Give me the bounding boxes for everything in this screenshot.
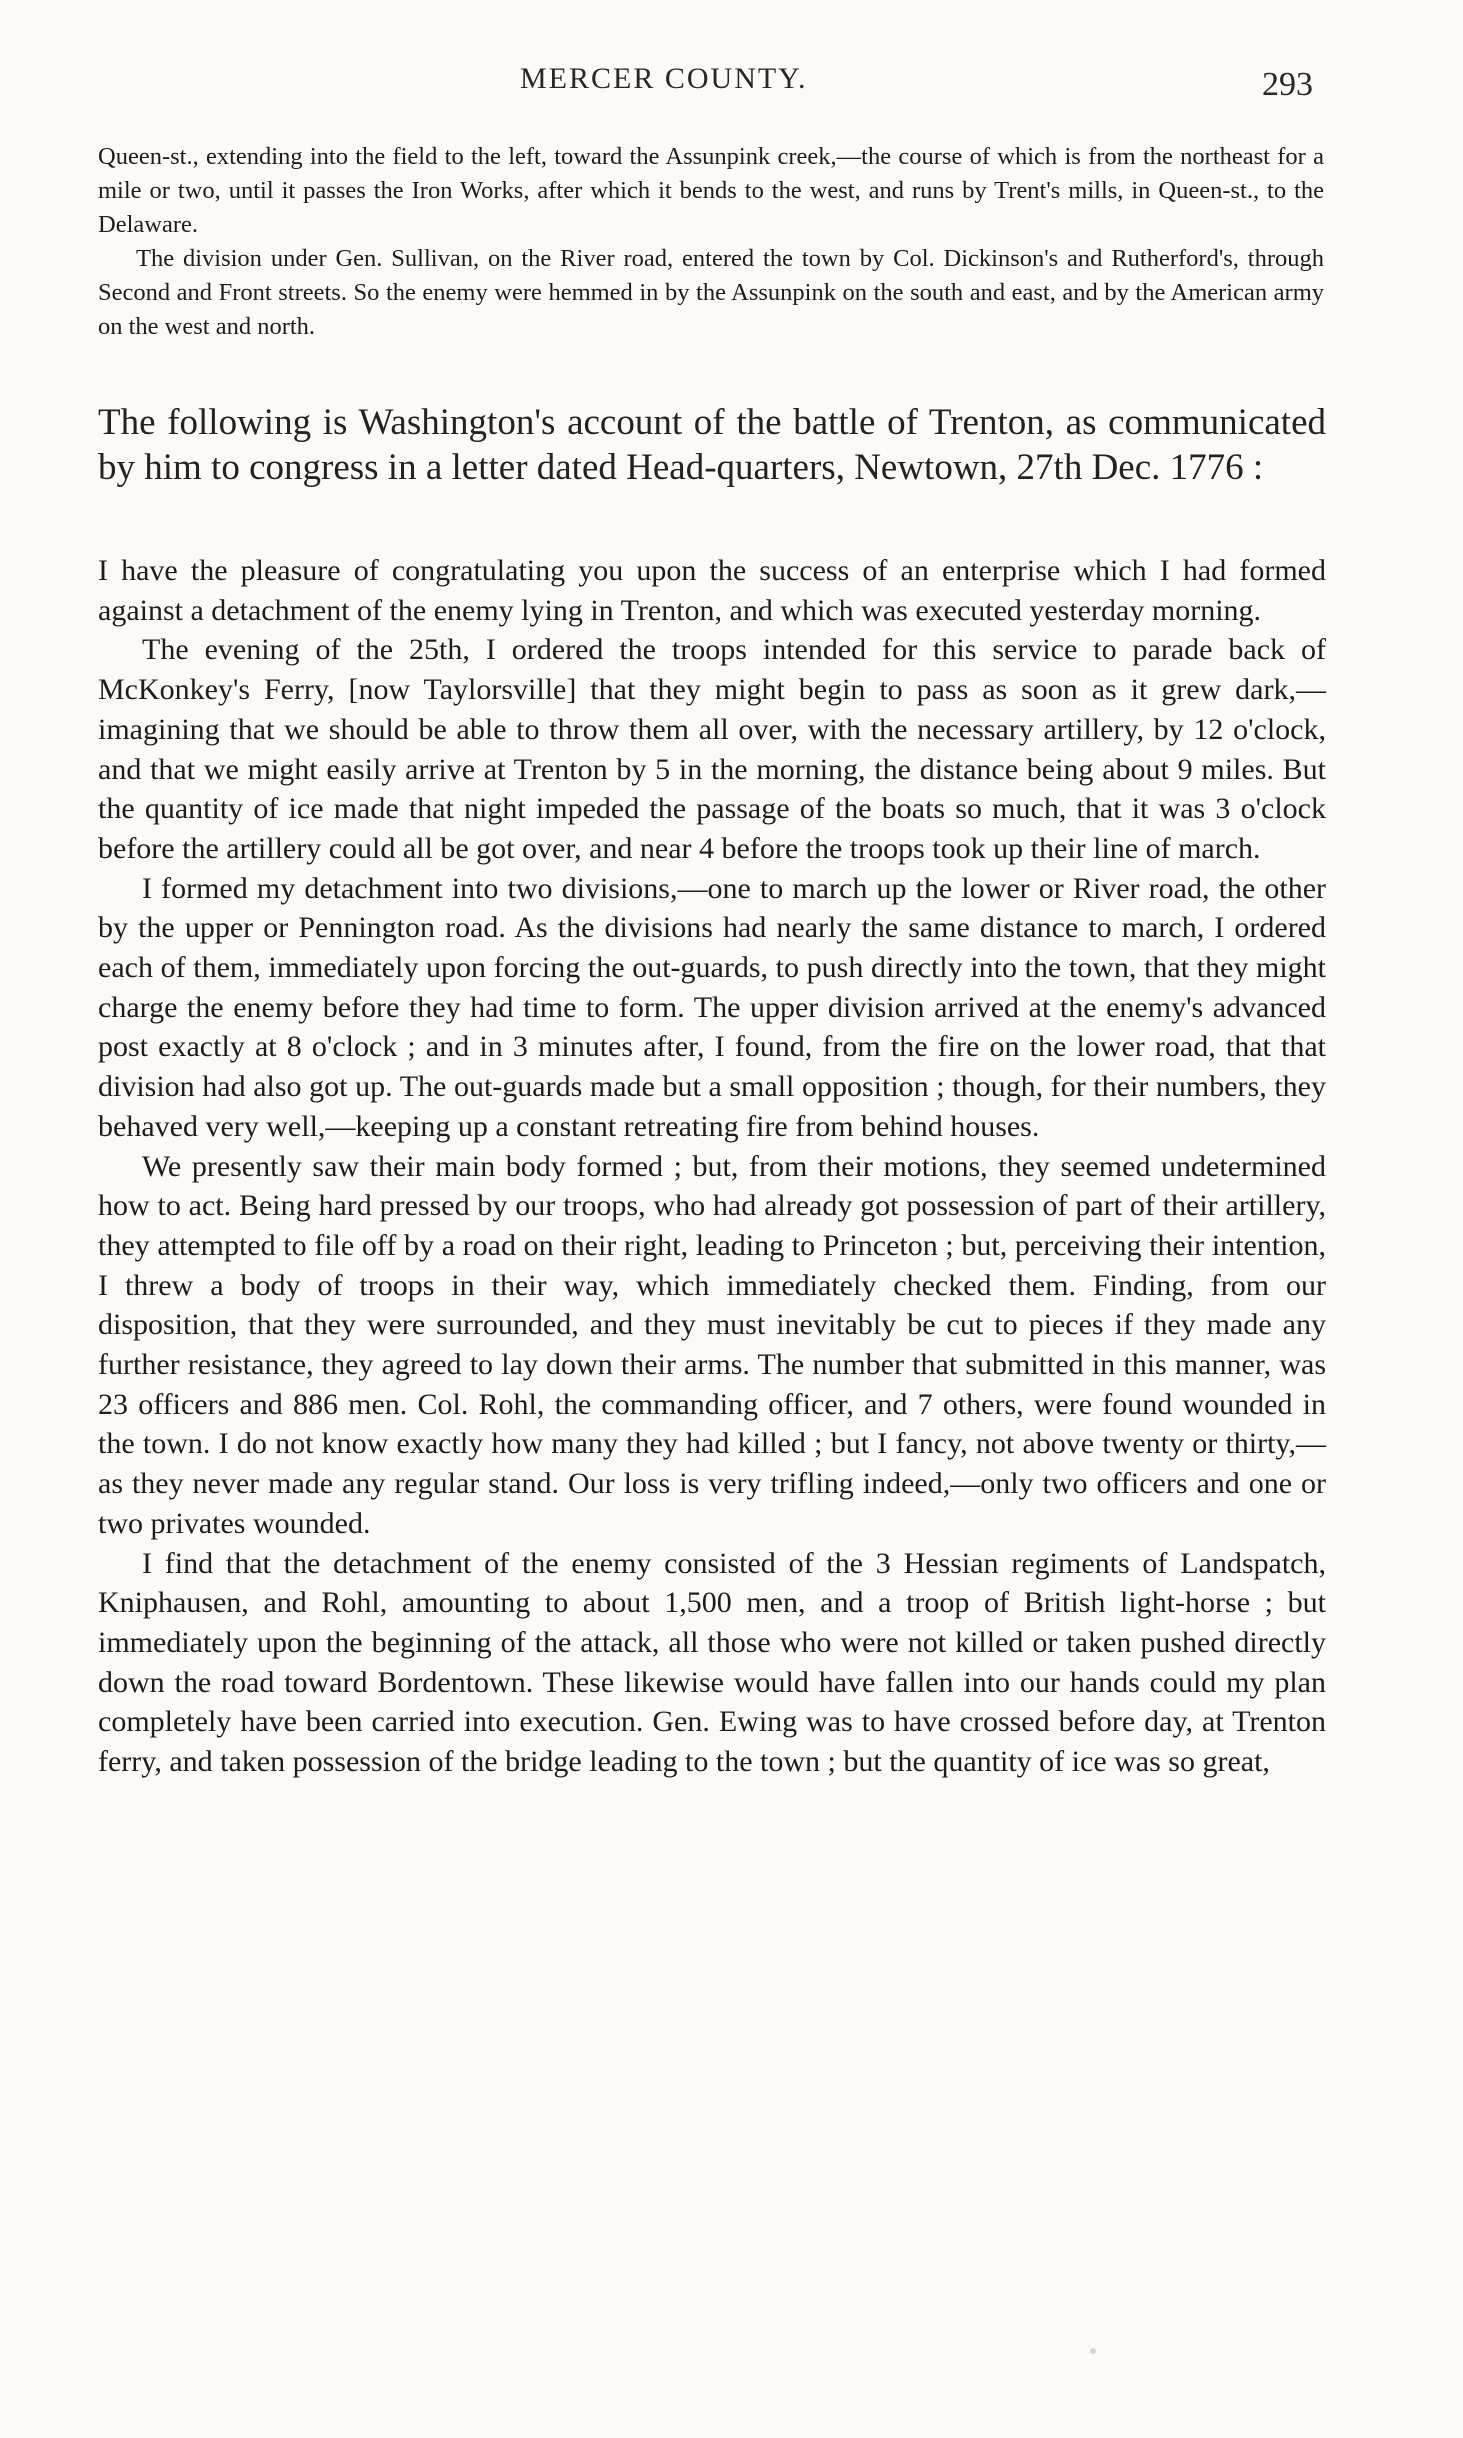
intro-paragraph: Queen-st., extending into the field to the left, toward the Assunpink creek,—the course of which is from the northeast for a mile or two, until it passes the Iron Works, after which it bends to the west, and runs by Trent's mills, in Queen-st., to the Delaware.	[98, 143, 1324, 238]
running-head: MERCER COUNTY.	[520, 62, 808, 95]
page-header	[0, 62, 1463, 112]
letter-body	[98, 551, 1326, 1782]
letter-paragraph: I formed my detachment into two divisions,—one to march up the lower or River road, the other by the upper or Pennington road. As the divisions had nearly the same distance to march, I ordered each of them, immediately upon forcing the out-guards, to push directly into the town, that they might charge the enemy before they had time to form. The upper division arrived at the enemy's advanced post exactly at 8 o'clock ; and in 3 minutes after, I found, from the fire on the lower road, that that division had also got up. The out-guards made but a small opposition ; though, for their numbers, they behaved very well,—keeping up a constant retreating fire from behind houses.	[98, 871, 1326, 1143]
letter-paragraph: I have the pleasure of congratulating you upon the success of an enterprise which I had formed against a detachment of the enemy lying in Trenton, and which was executed yesterday morning.	[98, 554, 1326, 627]
section-heading: The following is Washington's account of the battle of Trenton, as communicated by him to congress in a letter dated Head-quarters, Newtown, 27th Dec. 1776 :	[98, 402, 1326, 488]
intro-text	[98, 140, 1324, 344]
page-number: 293	[1262, 66, 1313, 103]
intro-paragraph: The division under Gen. Sullivan, on the River road, entered the town by Col. Dickinson's and Rutherford's, through Second and Front streets. So the enemy were hemmed in by the Assunpink on the south and east, and by the American army on the west and north.	[98, 245, 1324, 340]
letter-paragraph: The evening of the 25th, I ordered the troops intended for this service to parade back of McKonkey's Ferry, [now Taylorsville] that they might begin to pass as soon as it grew dark,—imagining that we should be able to throw them all over, with the necessary artillery, by 12 o'clock, and that we might easily arrive at Trenton by 5 in the morning, the distance being about 9 miles. But the quantity of ice made that night impeded the passage of the boats so much, that it was 3 o'clock before the artillery could all be got over, and near 4 before the troops took up their line of march.	[98, 633, 1326, 865]
letter-paragraph: We presently saw their main body formed ; but, from their motions, they seemed undetermined how to act. Being hard pressed by our troops, who had already got possession of part of their artillery, they attempted to file off by a road on their right, leading to Princeton ; but, perceiving their intention, I threw a body of troops in their way, which immediately checked them. Finding, from our disposition, that they were surrounded, and they must inevitably be cut to pieces if they made any further resistance, they agreed to lay down their arms. The number that submitted in this manner, was 23 officers and 886 men. Col. Rohl, the commanding officer, and 7 others, were found wounded in the town. I do not know exactly how many they had killed ; but I fancy, not above twenty or thirty,—as they never made any regular stand. Our loss is very trifling indeed,—only two officers and one or two privates wounded.	[98, 1149, 1326, 1540]
paper-speck	[1090, 2348, 1096, 2354]
letter-paragraph: I find that the detachment of the enemy consisted of the 3 Hessian regiments of Landspatch, Kniphausen, and Rohl, amounting to about 1,500 men, and a troop of British light-horse ; but immediately upon the beginning of the attack, all those who were not killed or taken pushed directly down the road toward Bordentown. These likewise would have fallen into our hands could my plan completely have been carried into execution. Gen. Ewing was to have crossed before day, at Trenton ferry, and taken possession of the bridge leading to the town ; but the quantity of ice was so great,	[98, 1546, 1326, 1779]
